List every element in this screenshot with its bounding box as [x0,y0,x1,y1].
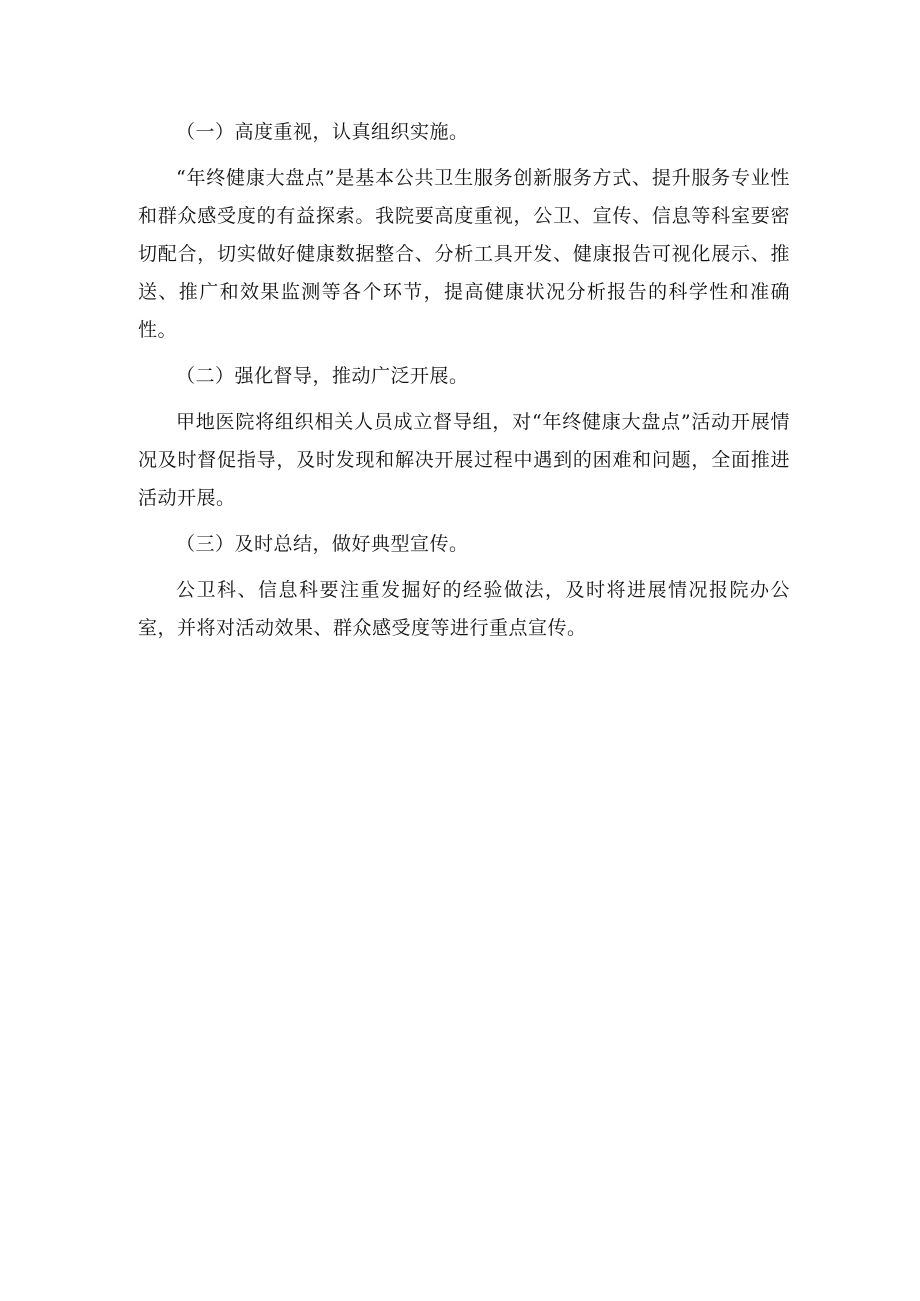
section-paragraph-2: 甲地医院将组织相关人员成立督导组，对“年终健康大盘点”活动开展情况及时督促指导，及时发现和解决开展过程中遇到的困难和问题，全面推进活动开展。 [138,411,790,509]
section-paragraph-1: “年终健康大盘点”是基本公共卫生服务创新服务方式、提升服务专业性和群众感受度的有益探索。我院要高度重视，公卫、宣传、信息等科室要密切配合，切实做好健康数据整合、分析工具开发、健康报告可视化展示、推送、推广和效果监测等各个环节，提高健康状况分析报告的科学性和准确性。 [138,167,790,341]
section-heading-1: （一）高度重视，认真组织实施。 [176,121,469,143]
section-paragraph-3: 公卫科、信息科要注重发掘好的经验做法，及时将进展情况报院办公室，并将对活动效果、群众感受度等进行重点宣传。 [138,579,790,639]
section-heading-3: （三）及时总结，做好典型宣传。 [176,533,469,555]
section-heading-2: （二）强化督导，推动广泛开展。 [176,365,469,387]
document-body [138,113,790,655]
